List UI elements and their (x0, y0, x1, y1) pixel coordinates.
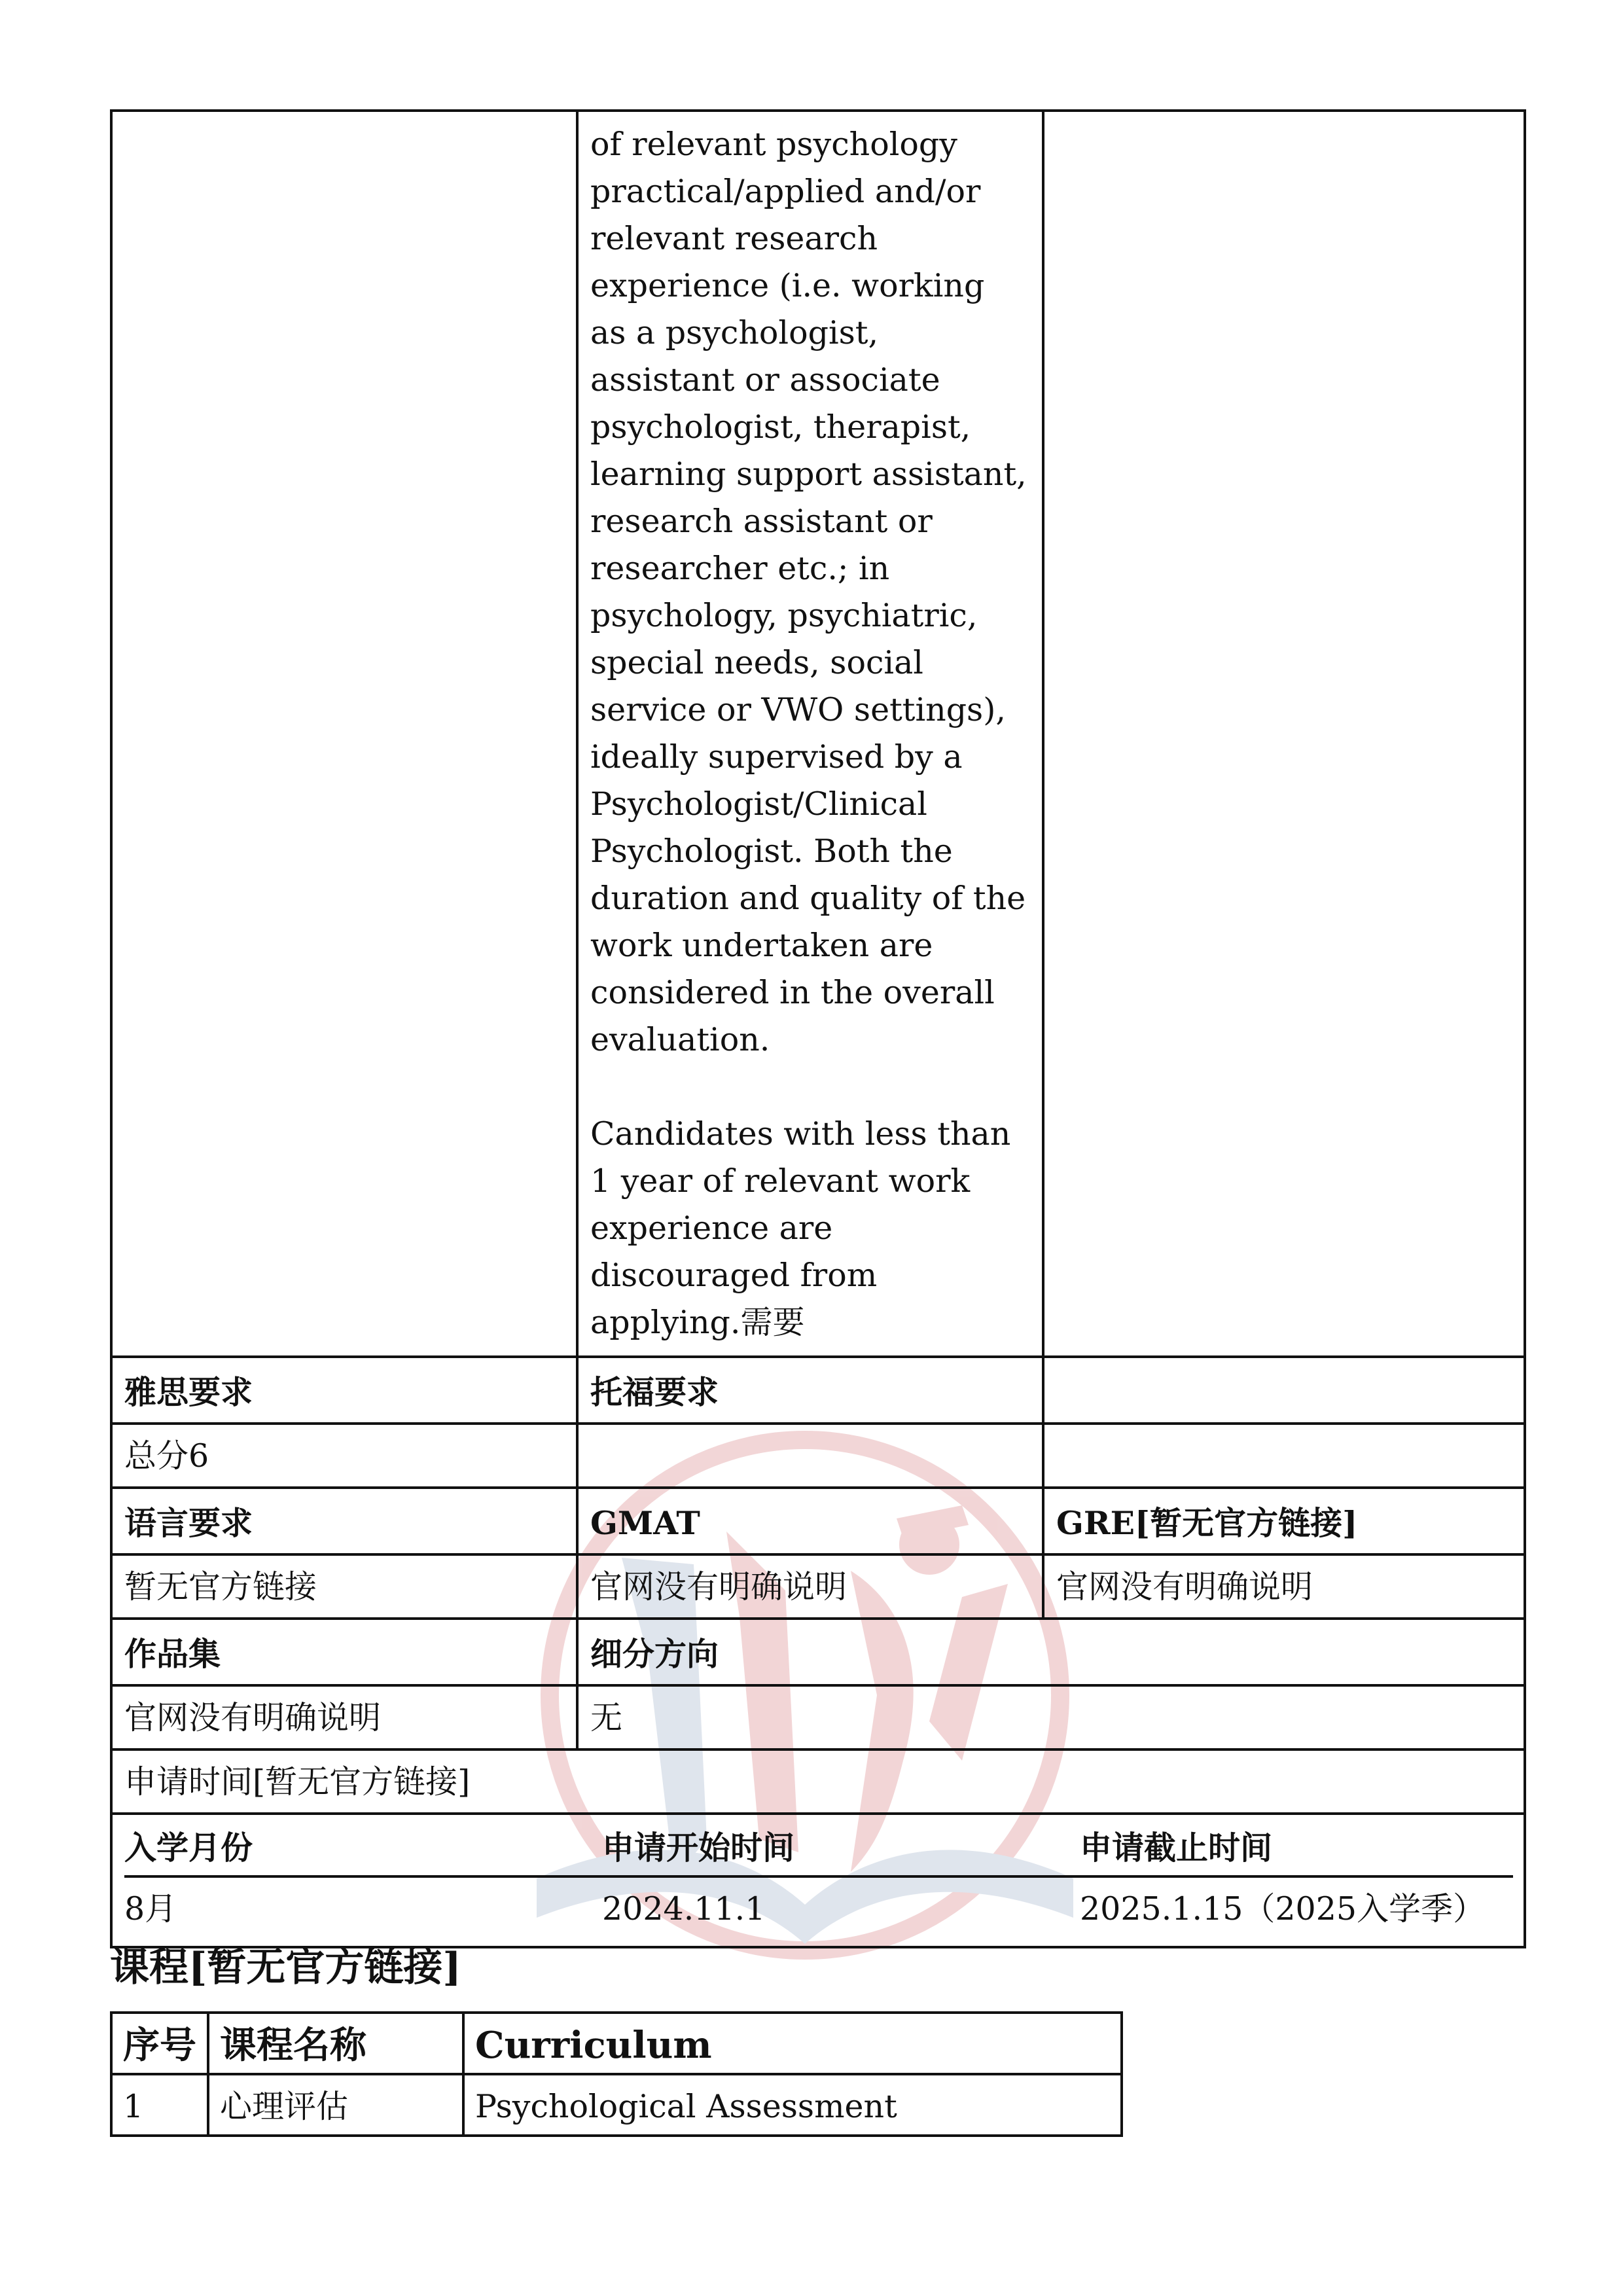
portfolio-value: 官网没有明确说明 (111, 1685, 577, 1749)
direction-value: 无 (577, 1685, 1525, 1749)
portfolio-value-row (111, 1685, 1525, 1749)
courses-header-row (111, 2013, 1122, 2074)
gre-label: GRE[暂无官方链接] (1043, 1488, 1525, 1554)
application-time-title-row (111, 1749, 1525, 1814)
experience-right-cell (1043, 111, 1525, 1357)
ielts-value: 总分6 (111, 1424, 577, 1488)
curriculum-header: Curriculum (463, 2013, 1122, 2074)
test-value-row (111, 1424, 1525, 1488)
empty-value-cell (1043, 1424, 1525, 1488)
courses-section-title: 课程[暂无官方链接] (110, 1945, 461, 1990)
application-time-values (124, 1876, 1513, 1939)
application-time-table (124, 1815, 1513, 1939)
ielts-label: 雅思要求 (111, 1357, 577, 1424)
portfolio-label: 作品集 (111, 1619, 577, 1685)
application-time-row (111, 1814, 1525, 1947)
gmat-label: GMAT (577, 1488, 1043, 1554)
experience-row (111, 111, 1525, 1357)
enrollment-month-value: 8月 (124, 1890, 177, 1928)
course-name: 心理评估 (208, 2074, 463, 2136)
application-time-header (124, 1815, 1513, 1876)
application-start-value: 2024.11.1 (602, 1890, 766, 1928)
direction-label: 细分方向 (577, 1619, 1525, 1685)
application-time-cell (111, 1814, 1525, 1947)
enrollment-month-header: 入学月份 (124, 1815, 602, 1876)
application-time-title: 申请时间[暂无官方链接] (111, 1749, 1525, 1814)
experience-paragraph-1: of relevant psychology practical/applied and/or relevant research experience (i.e. working as a psychologist, assistant or associate psychologist, therapist, learning support assistant, research assistant or researcher etc.; in psychology, psychiatric, special needs, social service or VWO settings), ideally supervised by a Psychologist/Clinical Psychologist. Both the duration and quality of the work undertaken are considered in the overall evaluation. (590, 126, 1027, 1058)
course-name-header: 课程名称 (208, 2013, 463, 2074)
gre-value: 官网没有明确说明 (1043, 1554, 1525, 1619)
language-header-row (111, 1488, 1525, 1554)
experience-left-cell (111, 111, 577, 1357)
toefl-label: 托福要求 (577, 1357, 1043, 1424)
gmat-value: 官网没有明确说明 (577, 1554, 1043, 1619)
course-number: 1 (111, 2074, 208, 2136)
experience-paragraph-2: Candidates with less than 1 year of relevant work experience are discouraged from applying.需要 (590, 1115, 1011, 1341)
application-start-header: 申请开始时间 (602, 1815, 1080, 1876)
application-deadline-value: 2025.1.15（2025入学季） (1080, 1890, 1486, 1928)
course-number-header: 序号 (111, 2013, 208, 2074)
application-deadline-header: 申请截止时间 (1080, 1815, 1513, 1876)
portfolio-header-row (111, 1619, 1525, 1685)
language-value: 暂无官方链接 (111, 1554, 577, 1619)
table-row (111, 2074, 1122, 2136)
empty-header-cell (1043, 1357, 1525, 1424)
course-curriculum: Psychological Assessment (463, 2074, 1122, 2136)
test-header-row (111, 1357, 1525, 1424)
experience-cell (577, 111, 1043, 1357)
toefl-value (577, 1424, 1043, 1488)
language-value-row (111, 1554, 1525, 1619)
program-requirements-table (110, 109, 1526, 1948)
courses-table (110, 2011, 1123, 2137)
language-label: 语言要求 (111, 1488, 577, 1554)
